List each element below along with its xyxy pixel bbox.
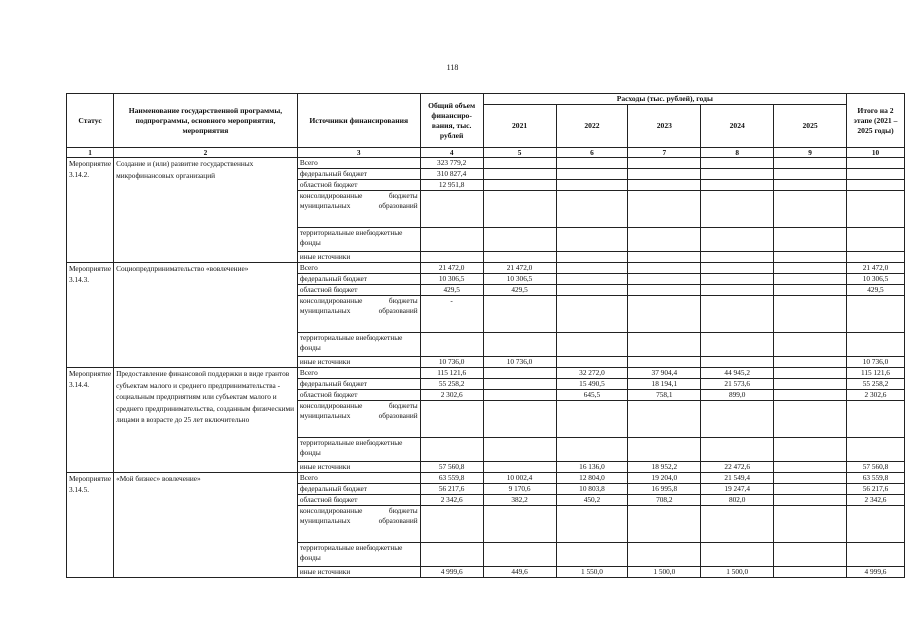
year-2022-cell — [556, 263, 628, 274]
year-2021-cell — [483, 252, 556, 263]
stage-total-cell: 2 342,6 — [847, 495, 905, 506]
year-2023-cell — [628, 285, 701, 296]
year-2022-cell: 12 804,0 — [556, 473, 628, 484]
year-2025-cell — [774, 296, 847, 333]
header-status: Статус — [67, 94, 114, 148]
stage-total-cell — [847, 401, 905, 438]
stage-total-cell: 55 258,2 — [847, 379, 905, 390]
year-2025-cell — [774, 567, 847, 578]
funding-source-cell: областной бюджет — [297, 495, 420, 506]
year-2024-cell — [701, 438, 774, 462]
year-2024-cell: 19 247,4 — [701, 484, 774, 495]
year-2021-cell: 10 002,4 — [483, 473, 556, 484]
funding-source-cell: федеральный бюджет — [297, 169, 420, 180]
year-2025-cell — [774, 379, 847, 390]
funding-source-cell: иные источники — [297, 252, 420, 263]
stage-total-cell: 10 306,5 — [847, 274, 905, 285]
year-2024-cell — [701, 296, 774, 333]
total-cell: 56 217,6 — [420, 484, 483, 495]
column-number: 9 — [774, 148, 847, 158]
header-year-2025: 2025 — [774, 105, 847, 148]
year-2021-cell — [483, 333, 556, 357]
year-2023-cell: 37 904,4 — [628, 368, 701, 379]
year-2024-cell: 1 500,0 — [701, 567, 774, 578]
stage-total-cell: 56 217,6 — [847, 484, 905, 495]
stage-total-cell — [847, 191, 905, 228]
year-2024-cell — [701, 169, 774, 180]
year-2023-cell — [628, 252, 701, 263]
year-2022-cell — [556, 333, 628, 357]
column-number: 5 — [483, 148, 556, 158]
funding-source-cell: иные источники — [297, 567, 420, 578]
total-cell — [420, 228, 483, 252]
year-2021-cell — [483, 368, 556, 379]
stage-total-cell: 115 121,6 — [847, 368, 905, 379]
year-2021-cell: 21 472,0 — [483, 263, 556, 274]
total-cell: 323 779,2 — [420, 158, 483, 169]
year-2023-cell — [628, 357, 701, 368]
total-cell — [420, 252, 483, 263]
stage-total-cell: 63 559,8 — [847, 473, 905, 484]
year-2025-cell — [774, 285, 847, 296]
year-2021-cell: 449,6 — [483, 567, 556, 578]
program-name-cell: Создание и (или) развитие государственных микрофинансовых организаций — [114, 158, 298, 263]
stage-total-cell — [847, 506, 905, 543]
status-cell: Мероприятие 3.14.2. — [67, 158, 114, 263]
year-2024-cell: 44 945,2 — [701, 368, 774, 379]
year-2021-cell: 382,2 — [483, 495, 556, 506]
year-2023-cell — [628, 169, 701, 180]
total-cell: - — [420, 296, 483, 333]
stage-total-cell — [847, 543, 905, 567]
program-name-cell: Предоставление финансовой поддержки в виде грантов субъектам малого и среднего предпринимательства - социальным предприятиям или субъектам малого и среднего предпринимательства, созданным физическими лицами в возрасте до 25 лет включительно — [114, 368, 298, 473]
total-cell: 115 121,6 — [420, 368, 483, 379]
funding-source-cell: территориальные внебюджетные фонды — [297, 438, 420, 462]
year-2022-cell — [556, 438, 628, 462]
year-2022-cell — [556, 191, 628, 228]
column-number: 7 — [628, 148, 701, 158]
total-cell: 12 951,8 — [420, 180, 483, 191]
year-2024-cell — [701, 158, 774, 169]
year-2023-cell — [628, 543, 701, 567]
year-2021-cell — [483, 169, 556, 180]
stage-total-cell: 10 736,0 — [847, 357, 905, 368]
stage-total-cell: 4 999,6 — [847, 567, 905, 578]
funding-source-cell: Всего — [297, 473, 420, 484]
total-cell: 21 472,0 — [420, 263, 483, 274]
header-year-2021: 2021 — [483, 105, 556, 148]
total-cell: 10 736,0 — [420, 357, 483, 368]
status-cell: Мероприятие 3.14.4. — [67, 368, 114, 473]
year-2025-cell — [774, 357, 847, 368]
year-2022-cell — [556, 285, 628, 296]
year-2021-cell — [483, 506, 556, 543]
year-2025-cell — [774, 169, 847, 180]
year-2024-cell — [701, 180, 774, 191]
stage-total-cell: 2 302,6 — [847, 390, 905, 401]
year-2024-cell: 802,0 — [701, 495, 774, 506]
status-cell: Мероприятие 3.14.5. — [67, 473, 114, 578]
funding-source-cell: федеральный бюджет — [297, 484, 420, 495]
header-name: Наименование государственной программы, подпрограммы, основного мероприятия, мероприятия — [114, 94, 298, 148]
year-2023-cell — [628, 438, 701, 462]
funding-source-cell: иные источники — [297, 357, 420, 368]
year-2024-cell: 21 573,6 — [701, 379, 774, 390]
year-2023-cell — [628, 158, 701, 169]
year-2024-cell — [701, 228, 774, 252]
year-2024-cell — [701, 263, 774, 274]
column-number: 2 — [114, 148, 298, 158]
total-cell — [420, 333, 483, 357]
header-year-2024: 2024 — [701, 105, 774, 148]
total-cell: 4 999,6 — [420, 567, 483, 578]
year-2022-cell — [556, 228, 628, 252]
total-cell — [420, 401, 483, 438]
table-row — [67, 158, 905, 169]
funding-source-cell: консолидированные бюджеты муниципальных образований — [297, 191, 420, 228]
total-cell: 2 342,6 — [420, 495, 483, 506]
year-2022-cell — [556, 169, 628, 180]
year-2024-cell: 22 472,6 — [701, 462, 774, 473]
year-2023-cell — [628, 333, 701, 357]
year-2025-cell — [774, 473, 847, 484]
funding-source-cell: областной бюджет — [297, 390, 420, 401]
column-number: 10 — [847, 148, 905, 158]
funding-source-cell: федеральный бюджет — [297, 379, 420, 390]
column-number: 3 — [297, 148, 420, 158]
year-2021-cell — [483, 462, 556, 473]
year-2025-cell — [774, 484, 847, 495]
year-2021-cell — [483, 158, 556, 169]
header-year-2023: 2023 — [628, 105, 701, 148]
year-2024-cell: 899,0 — [701, 390, 774, 401]
year-2024-cell — [701, 333, 774, 357]
header-stage-total: Итого на 2 этапе (2021 – 2025 годы) — [847, 94, 905, 148]
funding-source-cell: консолидированные бюджеты муниципальных образований — [297, 506, 420, 543]
year-2022-cell — [556, 180, 628, 191]
total-cell: 63 559,8 — [420, 473, 483, 484]
total-cell: 10 306,5 — [420, 274, 483, 285]
financing-table — [66, 93, 905, 578]
stage-total-cell: 57 560,8 — [847, 462, 905, 473]
year-2025-cell — [774, 180, 847, 191]
year-2025-cell — [774, 438, 847, 462]
year-2021-cell: 10 306,5 — [483, 274, 556, 285]
table-body — [67, 158, 905, 578]
year-2021-cell — [483, 379, 556, 390]
year-2022-cell — [556, 357, 628, 368]
column-number: 1 — [67, 148, 114, 158]
year-2022-cell: 32 272,0 — [556, 368, 628, 379]
funding-source-cell: консолидированные бюджеты муниципальных образований — [297, 401, 420, 438]
funding-source-cell: Всего — [297, 368, 420, 379]
year-2025-cell — [774, 506, 847, 543]
year-2022-cell — [556, 401, 628, 438]
total-cell: 2 302,6 — [420, 390, 483, 401]
year-2021-cell — [483, 228, 556, 252]
header-sources: Источники финансирования — [297, 94, 420, 148]
year-2024-cell — [701, 285, 774, 296]
program-name-cell: Социопредпринимательство «вовлечение» — [114, 263, 298, 368]
year-2023-cell: 708,2 — [628, 495, 701, 506]
year-2025-cell — [774, 401, 847, 438]
page-number: 118 — [446, 63, 459, 72]
year-2023-cell: 18 194,1 — [628, 379, 701, 390]
column-number: 6 — [556, 148, 628, 158]
year-2021-cell — [483, 401, 556, 438]
funding-source-cell: федеральный бюджет — [297, 274, 420, 285]
year-2023-cell: 758,1 — [628, 390, 701, 401]
year-2025-cell — [774, 543, 847, 567]
year-2025-cell — [774, 390, 847, 401]
year-2022-cell: 450,2 — [556, 495, 628, 506]
year-2025-cell — [774, 263, 847, 274]
year-2024-cell — [701, 506, 774, 543]
funding-source-cell: Всего — [297, 158, 420, 169]
year-2021-cell: 429,5 — [483, 285, 556, 296]
year-2023-cell — [628, 274, 701, 285]
year-2021-cell: 10 736,0 — [483, 357, 556, 368]
funding-source-cell: областной бюджет — [297, 285, 420, 296]
total-cell: 429,5 — [420, 285, 483, 296]
year-2023-cell — [628, 228, 701, 252]
total-cell — [420, 191, 483, 228]
year-2022-cell — [556, 296, 628, 333]
year-2023-cell — [628, 263, 701, 274]
funding-source-cell: территориальные внебюджетные фонды — [297, 333, 420, 357]
stage-total-cell: 429,5 — [847, 285, 905, 296]
total-cell — [420, 438, 483, 462]
header-total: Общий объем финансиро-вания, тыс. рублей — [420, 94, 483, 148]
year-2021-cell — [483, 296, 556, 333]
stage-total-cell — [847, 180, 905, 191]
stage-total-cell — [847, 228, 905, 252]
header-year-2022: 2022 — [556, 105, 628, 148]
funding-source-cell: территориальные внебюджетные фонды — [297, 228, 420, 252]
year-2024-cell: 21 549,4 — [701, 473, 774, 484]
total-cell — [420, 506, 483, 543]
year-2025-cell — [774, 191, 847, 228]
year-2024-cell — [701, 274, 774, 285]
year-2021-cell — [483, 180, 556, 191]
year-2021-cell — [483, 543, 556, 567]
funding-source-cell: территориальные внебюджетные фонды — [297, 543, 420, 567]
year-2023-cell — [628, 191, 701, 228]
table-row — [67, 473, 905, 484]
year-2024-cell — [701, 543, 774, 567]
total-cell: 55 258,2 — [420, 379, 483, 390]
year-2023-cell: 18 952,2 — [628, 462, 701, 473]
stage-total-cell — [847, 333, 905, 357]
year-2024-cell — [701, 252, 774, 263]
stage-total-cell: 21 472,0 — [847, 263, 905, 274]
year-2024-cell — [701, 357, 774, 368]
year-2021-cell: 9 170,6 — [483, 484, 556, 495]
year-2025-cell — [774, 333, 847, 357]
year-2022-cell — [556, 158, 628, 169]
year-2021-cell — [483, 390, 556, 401]
year-2022-cell — [556, 506, 628, 543]
year-2023-cell — [628, 296, 701, 333]
year-2025-cell — [774, 462, 847, 473]
year-2022-cell: 10 803,8 — [556, 484, 628, 495]
status-cell: Мероприятие 3.14.3. — [67, 263, 114, 368]
year-2021-cell — [483, 438, 556, 462]
stage-total-cell — [847, 158, 905, 169]
year-2023-cell — [628, 180, 701, 191]
year-2023-cell — [628, 401, 701, 438]
funding-source-cell: консолидированные бюджеты муниципальных образований — [297, 296, 420, 333]
table-row — [67, 368, 905, 379]
column-number: 8 — [701, 148, 774, 158]
funding-source-cell: Всего — [297, 263, 420, 274]
year-2023-cell — [628, 506, 701, 543]
year-2025-cell — [774, 252, 847, 263]
column-number: 4 — [420, 148, 483, 158]
total-cell: 57 560,8 — [420, 462, 483, 473]
year-2023-cell: 19 204,0 — [628, 473, 701, 484]
stage-total-cell — [847, 438, 905, 462]
year-2025-cell — [774, 368, 847, 379]
year-2022-cell — [556, 274, 628, 285]
stage-total-cell — [847, 169, 905, 180]
column-numbers-row — [67, 148, 905, 158]
funding-source-cell: областной бюджет — [297, 180, 420, 191]
stage-total-cell — [847, 252, 905, 263]
year-2022-cell: 1 550,0 — [556, 567, 628, 578]
funding-source-cell: иные источники — [297, 462, 420, 473]
year-2023-cell: 1 500,0 — [628, 567, 701, 578]
year-2025-cell — [774, 495, 847, 506]
table-row — [67, 263, 905, 274]
year-2025-cell — [774, 228, 847, 252]
year-2022-cell — [556, 252, 628, 263]
year-2025-cell — [774, 274, 847, 285]
year-2022-cell: 645,5 — [556, 390, 628, 401]
year-2023-cell: 16 995,8 — [628, 484, 701, 495]
stage-total-cell — [847, 296, 905, 333]
total-cell — [420, 543, 483, 567]
program-name-cell: «Мой бизнес» вовлечение» — [114, 473, 298, 578]
year-2022-cell: 15 490,5 — [556, 379, 628, 390]
header-expenses: Расходы (тыс. рублей), годы — [483, 94, 846, 105]
year-2025-cell — [774, 158, 847, 169]
year-2024-cell — [701, 401, 774, 438]
year-2024-cell — [701, 191, 774, 228]
year-2022-cell — [556, 543, 628, 567]
total-cell: 310 827,4 — [420, 169, 483, 180]
year-2021-cell — [483, 191, 556, 228]
year-2022-cell: 16 136,0 — [556, 462, 628, 473]
